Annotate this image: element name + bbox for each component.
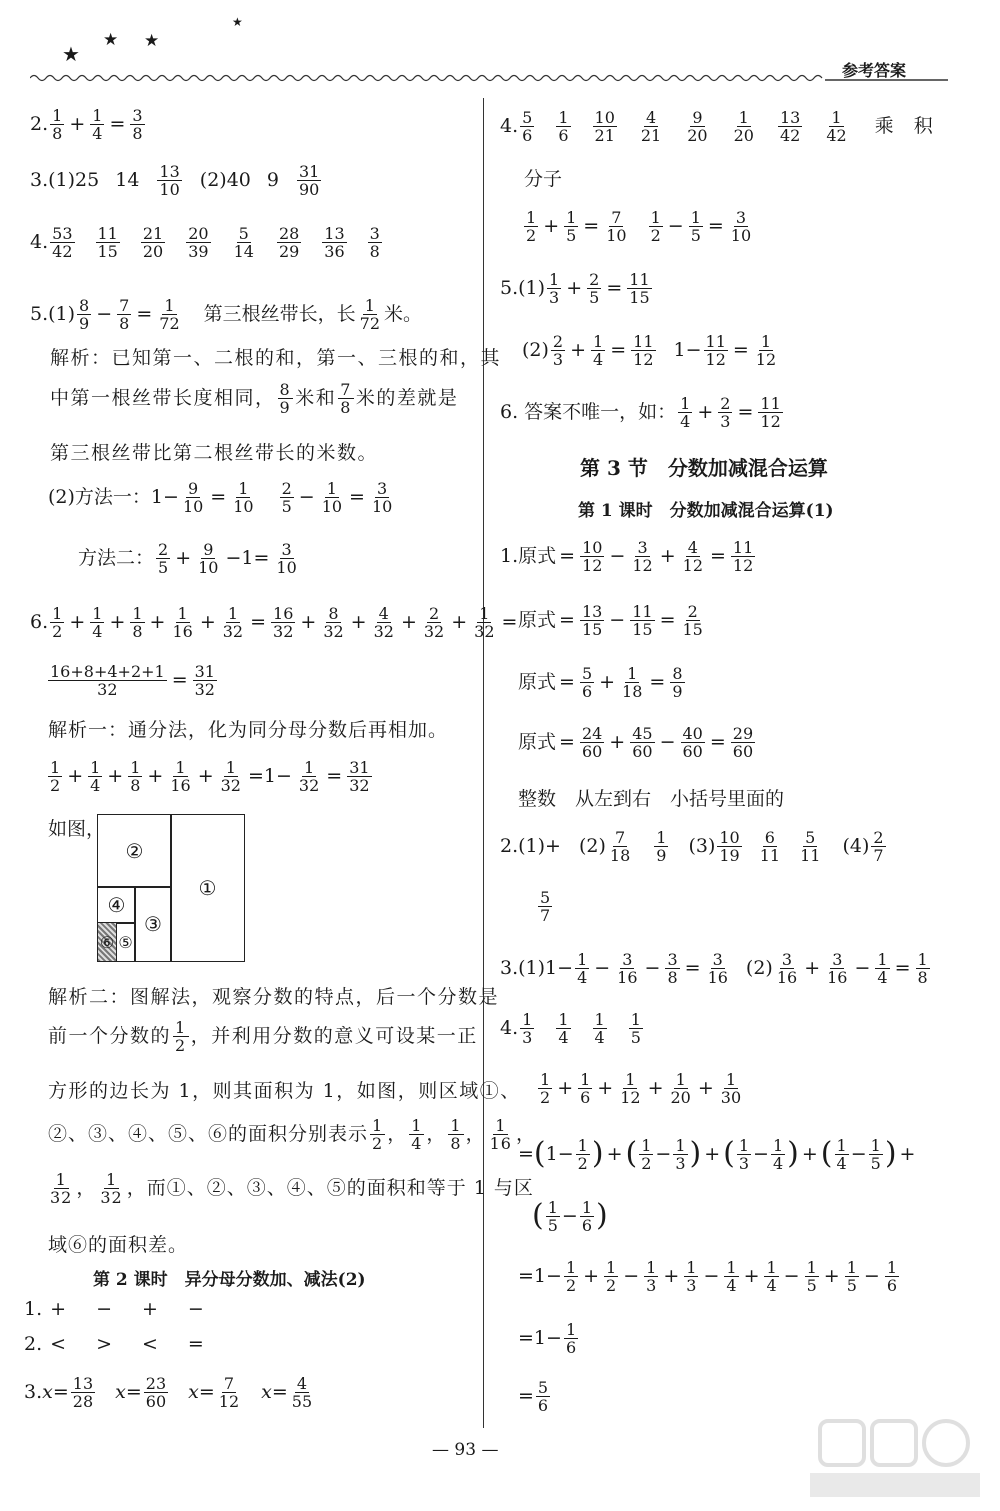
answer-r4-eq: $\frac{1}{2}$ + $\frac{1}{5}$ = $\frac{7}{10}$ $\frac{1}{2}$ − $\frac{1}{5}$ = $\frac{3}{10}$ bbox=[526, 207, 752, 245]
fraction: $\frac{7}{12}$ bbox=[218, 1373, 240, 1411]
exercise-r4-result: = $\frac{5}{6}$ bbox=[518, 1377, 549, 1415]
answer-symbol: − bbox=[96, 1298, 112, 1320]
answer-symbol: − bbox=[187, 1298, 204, 1320]
exercise-r3: 3.(1)1− $\frac{1}{4}$ − $\frac{3}{16}$ − $\frac{3}{8}$ = $\frac{3}{16}$ (2) $\frac{3}{16}$ + $\frac{3}{16}$ − $\frac{1}{4}$ = $\frac{1}{8}$ bbox=[500, 949, 928, 987]
page-header-title: 参考答案 bbox=[842, 61, 907, 80]
answer-symbol: + bbox=[141, 1298, 158, 1320]
lesson-heading: 第 1 课时 分数加减混合运算(1) bbox=[578, 501, 834, 521]
fraction: $\frac{1}{42}$ bbox=[826, 107, 847, 145]
answer-6-sum: $\frac{16+8+4+2+1}{32}$ = $\frac{31}{32}$ bbox=[50, 661, 215, 699]
exercise-r4-step1b: ( $\frac{1}{5}$ − $\frac{1}{6}$ ) bbox=[532, 1197, 608, 1235]
exercise-2: 2. < > < = bbox=[24, 1333, 204, 1355]
region-4: ④ bbox=[97, 886, 136, 924]
fraction: $\frac{1}{6}$ bbox=[558, 107, 569, 145]
region-5: ⑤ bbox=[115, 922, 136, 962]
fraction: $\frac{13}{42}$ bbox=[779, 107, 801, 145]
fraction: $\frac{11}{15}$ bbox=[97, 223, 118, 261]
answer-5-2-method2: 方法二： $\frac{2}{5}$ + $\frac{9}{10}$ −1= $\frac{3}{10}$ bbox=[78, 539, 297, 577]
fraction: $\frac{5}{6}$ bbox=[522, 107, 533, 145]
fraction: $\frac{3}{8}$ bbox=[369, 223, 380, 261]
analysis-text: 域⑥的面积差。 bbox=[48, 1234, 189, 1256]
analysis-text: 方形的边长为 1，则其面积为 1，如图，则区域①、 bbox=[48, 1080, 521, 1102]
answer-5-2-method1: (2)方法一：1− $\frac{9}{10}$ = $\frac{1}{10}$ $\frac{2}{5}$ − $\frac{1}{10}$ = $\frac{3}{10}$ bbox=[48, 478, 393, 516]
answer-r6: 6. 答案不唯一，如： $\frac{1}{4}$ + $\frac{2}{3}$ = $\frac{11}{12}$ bbox=[500, 393, 781, 431]
exercise-r1b: 原式 = $\frac{13}{15}$ − $\frac{11}{15}$ = $\frac{2}{15}$ bbox=[518, 601, 703, 639]
exercise-r1c: 原式 = $\frac{5}{6}$ + $\frac{1}{18}$ = $\frac{8}{9}$ bbox=[518, 663, 683, 701]
fraction: $\frac{1}{72}$ bbox=[159, 295, 180, 333]
exercise-r1d: 原式 = $\frac{24}{60}$ + $\frac{45}{60}$ − $\frac{40}{60}$ = $\frac{29}{60}$ bbox=[518, 723, 754, 761]
answer-3: 3. (1)25 14 $\frac{13}{10}$ (2)40 9 $\frac{31}{90}$ bbox=[30, 161, 320, 199]
analysis-text: 中第一根丝带长度相同， $\frac{8}{9}$ 米和 $\frac{7}{8}$ 米的差就是 bbox=[50, 379, 459, 417]
fraction: $\frac{53}{42}$ bbox=[52, 223, 73, 261]
answer-r5-2: (2) $\frac{2}{3}$ + $\frac{1}{4}$ = $\frac{11}{12}$ 1− $\frac{11}{12}$ = $\frac{1}{12}$ bbox=[522, 331, 777, 369]
fraction: $\frac{28}{29}$ bbox=[278, 223, 300, 261]
item-number: 2. bbox=[30, 113, 49, 135]
fraction: $\frac{4}{55}$ bbox=[291, 1373, 313, 1411]
analysis-text: $\frac{1}{32}$ ， $\frac{1}{32}$ ，而①、②、③、④、⑤的面积和等于 1 与区 bbox=[50, 1169, 534, 1207]
fraction: $\frac{20}{39}$ bbox=[188, 223, 209, 261]
star-icon: ★ bbox=[103, 30, 119, 50]
exercise-1: 1. + − + − bbox=[24, 1298, 204, 1320]
fraction: $\frac{13}{28}$ bbox=[72, 1373, 94, 1411]
analysis-text: 第三根丝带比第二根丝带长的米数。 bbox=[50, 442, 379, 464]
exercise-r4-step1: = ( 1− $\frac{1}{2}$ ) + ( $\frac{1}{2}$ − $\frac{1}{3}$ ) + ( $\frac{1}{3}$ − $\frac{1}{4}$ ) + ( $\frac{1}{4}$ − $\frac{1}{5}$ ) + bbox=[518, 1135, 916, 1173]
fraction: $\frac{13}{36}$ bbox=[324, 223, 345, 261]
fraction: $\frac{3}{8}$ bbox=[132, 105, 143, 143]
region-6: ⑥ bbox=[97, 922, 117, 962]
answer-symbol: + bbox=[50, 1298, 67, 1320]
region-2: ② bbox=[97, 814, 172, 888]
header-divider bbox=[30, 72, 948, 84]
answer-r4: 4. $\frac{5}{6}$ $\frac{1}{6}$ $\frac{10}{21}$ $\frac{4}{21}$ $\frac{9}{20}$ $\frac{1}{20}$ $\frac{13}{42}$ $\frac{1}{42}$ 乘 积 bbox=[500, 107, 933, 145]
lesson-heading: 第 2 课时 异分母分数加、减法(2) bbox=[93, 1270, 366, 1290]
analysis-text: 解析：已知第一、二根的和，第一、三根的和，其 bbox=[50, 347, 502, 369]
answer-text: 分子 bbox=[524, 168, 563, 190]
exercise-r1: 1. 原式 = $\frac{10}{12}$ − $\frac{3}{12}$ + $\frac{4}{12}$ = $\frac{11}{12}$ bbox=[500, 537, 754, 575]
column-divider bbox=[483, 98, 484, 1428]
fraction: $\frac{23}{60}$ bbox=[145, 1373, 167, 1411]
answer-symbol: < bbox=[50, 1333, 67, 1355]
answer-symbol: > bbox=[96, 1333, 112, 1355]
area-diagram bbox=[97, 814, 245, 962]
fraction: $\frac{8}{9}$ bbox=[79, 295, 90, 333]
exercise-r4-step3: =1− $\frac{1}{6}$ bbox=[518, 1319, 577, 1357]
answer-6-eq: $\frac{1}{2}$ + $\frac{1}{4}$ + $\frac{1}{8}$ + $\frac{1}{16}$ + $\frac{1}{32}$ =1− $\frac{1}{32}$ = $\frac{31}{32}$ bbox=[50, 757, 370, 795]
fraction: $\frac{4}{21}$ bbox=[640, 107, 662, 145]
exercise-r4-expr: $\frac{1}{2}$ + $\frac{1}{6}$ + $\frac{1}{12}$ + $\frac{1}{20}$ + $\frac{1}{30}$ bbox=[540, 1069, 742, 1107]
fraction: $\frac{10}{21}$ bbox=[594, 107, 615, 145]
answer-4: 4. $\frac{53}{42}$ $\frac{11}{15}$ $\frac{21}{20}$ $\frac{20}{39}$ $\frac{5}{14}$ $\frac{28}{29}$ $\frac{13}{36}$ $\frac{3}{8}$ bbox=[30, 223, 380, 261]
answer-text: 整数 从左到右 小括号里面的 bbox=[518, 788, 785, 810]
answer-symbol: < bbox=[141, 1333, 158, 1355]
exercise-r2: 2.(1)+ (2) $\frac{7}{18}$ $\frac{1}{9}$ (3) $\frac{10}{19}$ $\frac{6}{11}$ $\frac{5}{11}$ (4) $\frac{2}{7}$ bbox=[500, 827, 884, 865]
exercise-r2b: $\frac{5}{7}$ bbox=[540, 887, 551, 925]
figure-caption: 如图， bbox=[48, 818, 106, 840]
section-heading: 第 3 节 分数加减混合运算 bbox=[580, 456, 828, 480]
analysis-text: 前一个分数的 $\frac{1}{2}$ ，并利用分数的意义可设某一正 bbox=[48, 1017, 478, 1055]
watermark-logo bbox=[790, 1413, 990, 1503]
exercise-r4-step2: =1− $\frac{1}{2}$ + $\frac{1}{2}$ − $\frac{1}{3}$ + $\frac{1}{3}$ − $\frac{1}{4}$ + $\frac{1}{4}$ − $\frac{1}{5}$ + $\frac{1}{5}$ − $\frac{1}{6}$ bbox=[518, 1257, 897, 1295]
answer-5-1: 5.(1) $\frac{8}{9}$ − $\frac{7}{8}$ = $\frac{1}{72}$ 第三根丝带长，长 $\frac{1}{72}$ 米。 bbox=[30, 295, 423, 333]
star-icon: ★ bbox=[232, 15, 243, 29]
fraction: $\frac{1}{72}$ bbox=[359, 295, 380, 333]
fraction: $\frac{13}{10}$ bbox=[159, 161, 180, 199]
answer-r5-1: 5.(1) $\frac{1}{3}$ + $\frac{2}{5}$ = $\frac{11}{15}$ bbox=[500, 269, 650, 307]
exercise-r4: 4. $\frac{1}{3}$ $\frac{1}{4}$ $\frac{1}{4}$ $\frac{1}{5}$ bbox=[500, 1009, 641, 1047]
exercise-3: 3. x= $\frac{13}{28}$ x= $\frac{23}{60}$ x= $\frac{7}{12}$ x= $\frac{4}{55}$ bbox=[24, 1373, 313, 1411]
star-icon: ★ bbox=[62, 42, 80, 66]
answer-6: 6. $\frac{1}{2}$ + $\frac{1}{4}$ + $\frac{1}{8}$ + $\frac{1}{16}$ + $\frac{1}{32}$ = $\frac{16}{32}$ + $\frac{8}{32}$ + $\frac{4}{32}$ + $\frac{2}{32}$ + $\frac{1}{32}$ = bbox=[30, 603, 518, 641]
fraction: $\frac{5}{14}$ bbox=[233, 223, 254, 261]
fraction: $\frac{21}{20}$ bbox=[142, 223, 164, 261]
answer-symbol: = bbox=[187, 1333, 204, 1355]
fraction: $\frac{9}{20}$ bbox=[687, 107, 708, 145]
star-icon: ★ bbox=[144, 31, 160, 51]
answer-2: 2. $\frac{1}{8}$ + $\frac{1}{4}$ = $\frac{3}{8}$ bbox=[30, 105, 143, 143]
fraction: $\frac{7}{8}$ bbox=[119, 295, 130, 333]
region-1: ① bbox=[170, 814, 245, 962]
region-3: ③ bbox=[134, 886, 172, 962]
fraction: $\frac{1}{4}$ bbox=[92, 105, 103, 143]
page-number: — 93 — bbox=[432, 1440, 499, 1460]
analysis-text: ②、③、④、⑤、⑥的面积分别表示 $\frac{1}{2}$ ， $\frac{1}{4}$ ， $\frac{1}{8}$ ， $\frac{1}{16}$ ， bbox=[48, 1115, 536, 1153]
fraction: $\frac{1}{8}$ bbox=[52, 105, 63, 143]
fraction: $\frac{1}{20}$ bbox=[733, 107, 754, 145]
fraction: $\frac{31}{90}$ bbox=[298, 161, 320, 199]
analysis-text: 解析二：图解法，观察分数的特点，后一个分数是 bbox=[48, 986, 500, 1008]
analysis-text: 解析一：通分法，化为同分母分数后再相加。 bbox=[48, 719, 449, 741]
